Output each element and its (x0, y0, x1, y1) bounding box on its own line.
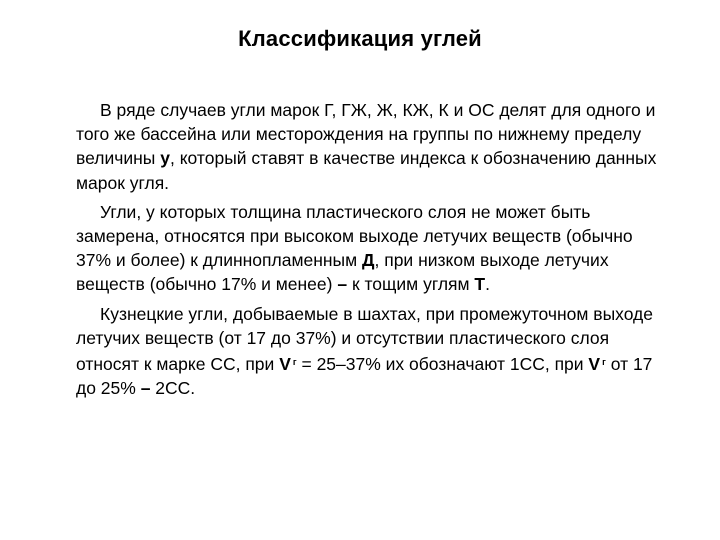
p1-bold-y: у (160, 148, 170, 169)
slide-body (76, 98, 666, 405)
p3-text-c: от 17 до 25% (76, 354, 653, 399)
p3-text-a: Кузнецкие угли, добываемые в шахтах, при промежуточном выходе летучих веществ (от 17 до 37%) и отсутствии пластического слоя относят к марке СС, при (76, 303, 654, 375)
p3-v1-subscript: г (292, 357, 297, 368)
p3-dash: – (140, 378, 151, 399)
p2-dash: – (337, 274, 348, 295)
p3-v1: V (279, 354, 291, 375)
p3-text-b: = 25–37% их обозначают 1СС, при (296, 354, 589, 375)
paragraph-3 (76, 302, 666, 401)
p3-v2-subscript: г (602, 357, 606, 368)
p1-text-a: В ряде случаев угли марок Г, ГЖ, Ж, КЖ, К и ОС делят для одного и того же бассейна или месторождения на группы по нижнему пределу величины (76, 100, 656, 169)
p3-text-d: 2СС. (150, 378, 196, 399)
p2-bold-t: Т (474, 274, 486, 295)
p2-text-a: Угли, у которых толщина пластического слоя не может быть замерена, относятся при высоком выходе летучих веществ (обычно 37% и более) к длиннопламенным (76, 201, 633, 271)
p3-v2: V (588, 354, 601, 375)
paragraph-2 (76, 200, 666, 297)
p2-bold-d: Д (362, 250, 375, 271)
p2-text-c: к тощим углям (347, 274, 475, 295)
slide-title: Классификация углей (238, 26, 482, 51)
p2-text-d: . (485, 274, 490, 295)
p2-text-b: , при низком выходе летучих веществ (обычно 17% и менее) (76, 250, 609, 295)
paragraph-1 (76, 98, 666, 195)
p1-text-b: , который ставят в качестве индекса к обозначению данных марок угля. (76, 148, 657, 193)
